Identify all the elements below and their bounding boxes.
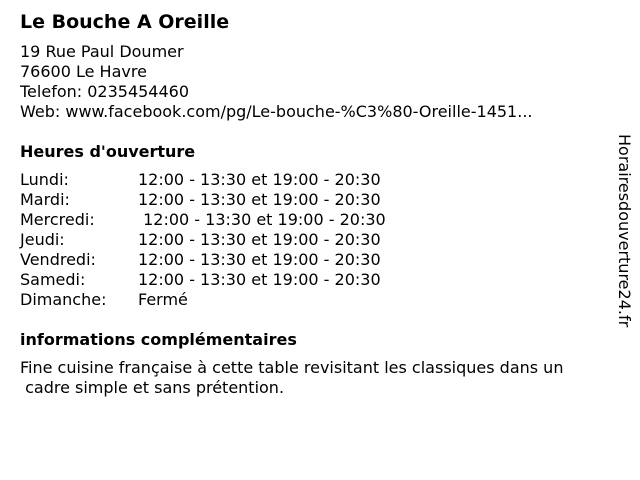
- time-value: Fermé: [138, 290, 188, 309]
- day-label: Lundi:: [20, 170, 69, 189]
- web-line: Web: www.facebook.com/pg/Le-bouche-%C3%80-Oreille-1451...: [20, 102, 533, 121]
- time-value: 12:00 - 13:30 et 19:00 - 20:30: [138, 230, 381, 249]
- time-value: 12:00 - 13:30 et 19:00 - 20:30: [138, 210, 386, 229]
- day-label: Dimanche:: [20, 290, 107, 309]
- hours-title: Heures d'ouverture: [20, 142, 196, 161]
- business-name: Le Bouche A Oreille: [20, 11, 230, 33]
- city-line: 76600 Le Havre: [20, 62, 147, 81]
- hours-row: [20, 270, 386, 290]
- day-label: Vendredi:: [20, 250, 96, 269]
- info-title: informations complémentaires: [20, 330, 297, 349]
- hours-row: [20, 210, 386, 230]
- time-value: 12:00 - 13:30 et 19:00 - 20:30: [138, 190, 381, 209]
- day-label: Mercredi:: [20, 210, 95, 229]
- info-description: Fine cuisine française à cette table revisitant les classiques dans un cadre simple et sans prétention.: [20, 358, 564, 397]
- time-value: 12:00 - 13:30 et 19:00 - 20:30: [138, 270, 381, 289]
- hours-row: [20, 170, 386, 190]
- hours-row: [20, 290, 386, 310]
- site-watermark: Horairesdouverture24.fr: [615, 134, 634, 328]
- phone-line: Telefon: 0235454460: [20, 82, 190, 101]
- day-label: Jeudi:: [20, 230, 65, 249]
- hours-table: [20, 170, 386, 310]
- hours-row: [20, 230, 386, 250]
- time-value: 12:00 - 13:30 et 19:00 - 20:30: [138, 250, 381, 269]
- day-label: Mardi:: [20, 190, 70, 209]
- day-label: Samedi:: [20, 270, 86, 289]
- business-card: [20, 10, 600, 398]
- street-address: 19 Rue Paul Doumer: [20, 42, 184, 61]
- time-value: 12:00 - 13:30 et 19:00 - 20:30: [138, 170, 381, 189]
- hours-row: [20, 250, 386, 270]
- hours-row: [20, 190, 386, 210]
